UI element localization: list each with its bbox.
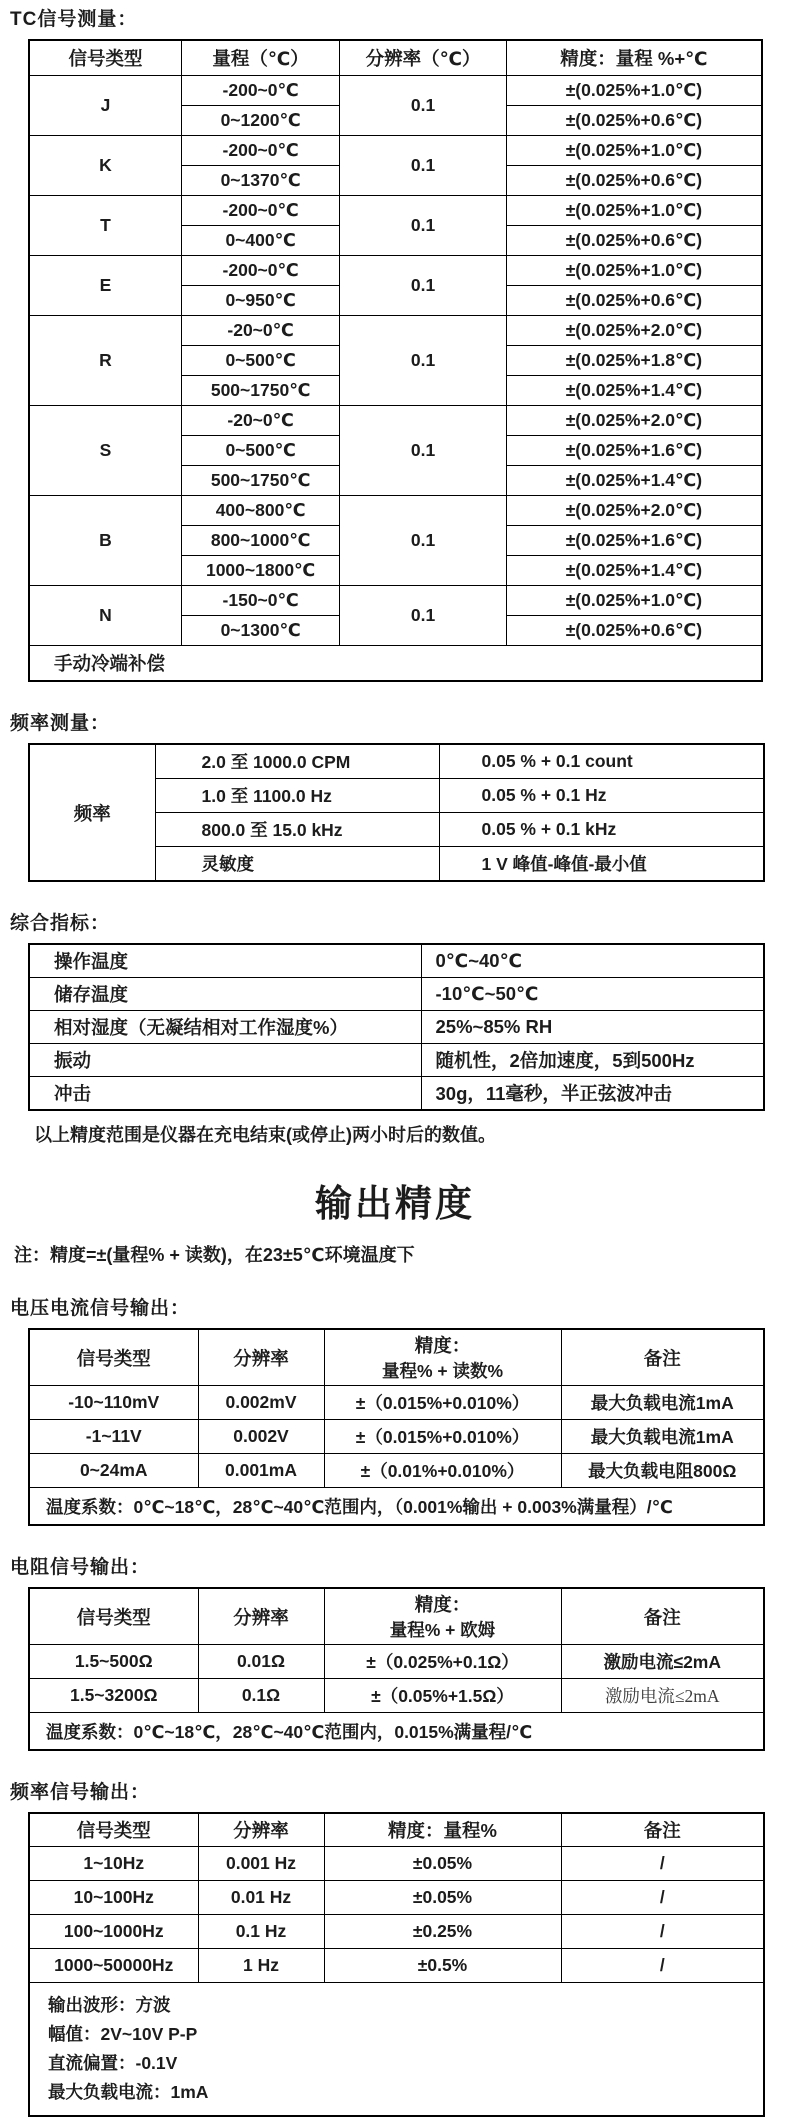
resistance-cell-1: 0.1Ω [198,1679,324,1713]
tc-accuracy: ±(0.025%+0.6℃) [506,106,762,136]
voltage-current-header-1: 分辨率 [198,1329,324,1386]
general-spec-name: 操作温度 [29,944,421,978]
freq-measure-type: 频率 [29,744,155,881]
tc-signal-type: B [29,496,181,586]
freq-output-cell-1: 0.001 Hz [198,1847,324,1881]
tc-row-K-0 [29,136,762,166]
tc-signal-type: K [29,136,181,196]
voltage-current-header-2-line2: 量程% + 读数% [381,1361,504,1381]
freq-output-footer-line-2: 直流偏置：-0.1V [48,2053,178,2073]
tc-resolution: 0.1 [340,586,506,646]
freq-output-cell-0: 1000~50000Hz [29,1949,198,1983]
resistance-header-2-line1: 精度： [414,1594,471,1615]
tc-accuracy: ±(0.025%+1.6℃) [506,436,762,466]
freq-output-cell-3: / [561,1881,764,1915]
voltage-current-cell-0: -1~11V [29,1420,198,1454]
tc-resolution: 0.1 [340,496,506,586]
voltage-current-cell-2: ±（0.015%+0.010%） [324,1386,561,1420]
resistance-cell-2: ±（0.05%+1.5Ω） [324,1679,561,1713]
tc-header-1: 量程（℃） [181,40,339,76]
general-specs-label: 综合指标： [10,913,111,934]
tc-range: 1000~1800℃ [181,556,339,586]
tc-resolution: 0.1 [340,76,506,136]
tc-signal-type: R [29,316,181,406]
tc-signal-type: N [29,586,181,646]
general-spec-row-2 [29,1011,764,1044]
tc-accuracy: ±(0.025%+1.6℃) [506,526,762,556]
general-spec-value: 30g，11毫秒，半正弦波冲击 [421,1077,764,1111]
tc-accuracy: ±(0.025%+1.0℃) [506,196,762,226]
accuracy-note: 以上精度范围是仪器在充电结束(或停止)两小时后的数值。 [34,1125,496,1145]
general-spec-name: 储存温度 [29,978,421,1011]
tc-header-0: 信号类型 [29,40,181,76]
general-spec-value: 25%~85% RH [421,1011,764,1044]
resistance-header-2 [324,1588,561,1645]
tc-range: 0~1300℃ [181,616,339,646]
tc-range: -150~0℃ [181,586,339,616]
resistance-header-2-line2: 量程% + 欧姆 [389,1620,496,1640]
voltage-current-cell-1: 0.002mV [198,1386,324,1420]
resistance-output-table [28,1587,765,1751]
output-accuracy-title: 输出精度 [315,1183,475,1224]
tc-accuracy: ±(0.025%+1.4℃) [506,466,762,496]
resistance-cell-3: 激励电流≤2mA [561,1679,764,1713]
resistance-label: 电阻信号输出： [10,1557,151,1578]
freq-output-cell-0: 10~100Hz [29,1881,198,1915]
freq-output-label: 频率信号输出： [10,1782,151,1803]
tc-row-J-0 [29,76,762,106]
voltage-current-header-3: 备注 [561,1329,764,1386]
voltage-current-label: 电压电流信号输出： [10,1298,191,1319]
tc-range: -200~0℃ [181,136,339,166]
freq-output-cell-2: ±0.05% [324,1881,561,1915]
voltage-current-row-2 [29,1454,764,1488]
tc-accuracy: ±(0.025%+1.0℃) [506,76,762,106]
tc-range: 0~1370℃ [181,166,339,196]
resistance-cell-2: ±（0.025%+0.1Ω） [324,1645,561,1679]
voltage-current-header-2 [324,1329,561,1386]
tc-header-2: 分辨率（℃） [340,40,506,76]
tc-accuracy: ±(0.025%+0.6℃) [506,226,762,256]
resistance-header-3: 备注 [561,1588,764,1645]
tc-accuracy: ±(0.025%+0.6℃) [506,166,762,196]
voltage-current-output-table [28,1328,765,1526]
tc-range: 0~500℃ [181,346,339,376]
tc-resolution: 0.1 [340,256,506,316]
general-spec-value: -10℃~50℃ [421,978,764,1011]
freq-measure-accuracy: 0.05 % + 0.1 kHz [439,813,764,847]
frequency-measurement-table [28,743,765,882]
freq-output-cell-2: ±0.5% [324,1949,561,1983]
tc-range: 500~1750℃ [181,466,339,496]
freq-output-footer [29,1983,764,2117]
freq-measure-range: 2.0 至 1000.0 CPM [155,744,439,779]
tc-signal-type: E [29,256,181,316]
output-accuracy-note: 注：精度=±(量程% + 读数)，在23±5℃环境温度下 [14,1245,415,1265]
tc-resolution: 0.1 [340,136,506,196]
freq-output-cell-0: 100~1000Hz [29,1915,198,1949]
freq-output-row-1 [29,1881,764,1915]
freq-output-cell-1: 0.1 Hz [198,1915,324,1949]
voltage-current-header-2-line1: 精度： [414,1335,471,1356]
tc-accuracy: ±(0.025%+1.0℃) [506,256,762,286]
tc-resolution: 0.1 [340,406,506,496]
tc-range: 400~800℃ [181,496,339,526]
general-spec-value: 0℃~40℃ [421,944,764,978]
voltage-current-cell-0: -10~110mV [29,1386,198,1420]
freq-output-cell-2: ±0.25% [324,1915,561,1949]
freq-output-header-2: 精度：量程% [324,1813,561,1847]
tc-row-B-0 [29,496,762,526]
freq-output-footer-line-1: 幅值：2V~10V P-P [48,2024,198,2044]
freq-output-footer-line-3: 最大负载电流：1mA [48,2082,209,2102]
tc-section-label: TC信号测量： [10,9,138,30]
resistance-cell-0: 1.5~3200Ω [29,1679,198,1713]
tc-accuracy: ±(0.025%+0.6℃) [506,616,762,646]
freq-output-cell-3: / [561,1915,764,1949]
tc-accuracy: ±(0.025%+2.0℃) [506,316,762,346]
general-spec-name: 振动 [29,1044,421,1077]
tc-footer-manual-cjc: 手动冷端补偿 [29,646,762,682]
tc-accuracy: ±(0.025%+1.8℃) [506,346,762,376]
voltage-current-cell-2: ±（0.015%+0.010%） [324,1420,561,1454]
resistance-row-0 [29,1645,764,1679]
tc-row-R-0 [29,316,762,346]
voltage-current-cell-0: 0~24mA [29,1454,198,1488]
tc-range: -200~0℃ [181,196,339,226]
freq-output-row-3 [29,1949,764,1983]
resistance-cell-0: 1.5~500Ω [29,1645,198,1679]
voltage-current-row-1 [29,1420,764,1454]
freq-output-row-0 [29,1847,764,1881]
general-spec-name: 相对湿度（无凝结相对工作湿度%） [29,1011,421,1044]
freq-measure-range: 800.0 至 15.0 kHz [155,813,439,847]
tc-range: 0~500℃ [181,436,339,466]
tc-accuracy: ±(0.025%+2.0℃) [506,496,762,526]
resistance-cell-1: 0.01Ω [198,1645,324,1679]
tc-range: 0~400℃ [181,226,339,256]
freq-output-row-2 [29,1915,764,1949]
tc-signal-type: T [29,196,181,256]
freq-measure-accuracy: 1 V 峰值-峰值-最小值 [439,847,764,882]
voltage-current-cell-1: 0.002V [198,1420,324,1454]
resistance-row-1 [29,1679,764,1713]
tc-accuracy: ±(0.025%+2.0℃) [506,406,762,436]
tc-range: -200~0℃ [181,76,339,106]
freq-output-cell-0: 1~10Hz [29,1847,198,1881]
freq-measure-row-0 [29,744,764,779]
general-spec-row-4 [29,1077,764,1111]
freq-output-cell-2: ±0.05% [324,1847,561,1881]
tc-resolution: 0.1 [340,196,506,256]
freq-output-cell-3: / [561,1949,764,1983]
tc-range: 800~1000℃ [181,526,339,556]
tc-range: 0~950℃ [181,286,339,316]
frequency-output-table [28,1812,765,2117]
tc-range: -200~0℃ [181,256,339,286]
tc-row-E-0 [29,256,762,286]
tc-range: -20~0℃ [181,406,339,436]
resistance-cell-3: 激励电流≤2mA [561,1645,764,1679]
voltage-current-cell-2: ±（0.01%+0.010%） [324,1454,561,1488]
voltage-current-cell-3: 最大负载电流1mA [561,1386,764,1420]
tc-accuracy: ±(0.025%+1.0℃) [506,586,762,616]
tc-accuracy: ±(0.025%+1.4℃) [506,556,762,586]
general-spec-value: 随机性，2倍加速度，5到500Hz [421,1044,764,1077]
general-spec-row-0 [29,944,764,978]
tc-range: 500~1750℃ [181,376,339,406]
voltage-current-cell-3: 最大负载电流1mA [561,1420,764,1454]
tc-measurement-table [28,39,763,682]
tc-row-T-0 [29,196,762,226]
voltage-current-row-0 [29,1386,764,1420]
freq-measure-accuracy: 0.05 % + 0.1 count [439,744,764,779]
tc-signal-type: S [29,406,181,496]
freq-measure-label: 频率测量： [10,713,111,734]
resistance-footer: 温度系数：0℃~18℃，28℃~40℃范围内，0.015%满量程/℃ [29,1713,764,1751]
freq-measure-accuracy: 0.05 % + 0.1 Hz [439,779,764,813]
freq-output-cell-1: 0.01 Hz [198,1881,324,1915]
tc-accuracy: ±(0.025%+1.4℃) [506,376,762,406]
tc-header-3: 精度：量程 %+℃ [506,40,762,76]
freq-output-cell-3: / [561,1847,764,1881]
freq-output-header-0: 信号类型 [29,1813,198,1847]
general-spec-row-3 [29,1044,764,1077]
tc-range: -20~0℃ [181,316,339,346]
general-spec-name: 冲击 [29,1077,421,1111]
resistance-header-1: 分辨率 [198,1588,324,1645]
freq-measure-range: 1.0 至 1100.0 Hz [155,779,439,813]
freq-output-footer-line-0: 输出波形：方波 [48,1995,171,2015]
tc-resolution: 0.1 [340,316,506,406]
tc-row-N-0 [29,586,762,616]
tc-accuracy: ±(0.025%+0.6℃) [506,286,762,316]
voltage-current-footer: 温度系数：0℃~18℃，28℃~40℃范围内，（0.001%输出 + 0.003%满量程）/℃ [29,1488,764,1526]
voltage-current-cell-3: 最大负载电阻800Ω [561,1454,764,1488]
general-specs-table [28,943,765,1111]
freq-output-header-3: 备注 [561,1813,764,1847]
freq-measure-range: 灵敏度 [155,847,439,882]
resistance-header-0: 信号类型 [29,1588,198,1645]
tc-signal-type: J [29,76,181,136]
freq-output-header-1: 分辨率 [198,1813,324,1847]
tc-accuracy: ±(0.025%+1.0℃) [506,136,762,166]
voltage-current-header-0: 信号类型 [29,1329,198,1386]
tc-range: 0~1200℃ [181,106,339,136]
voltage-current-cell-1: 0.001mA [198,1454,324,1488]
tc-row-S-0 [29,406,762,436]
freq-output-cell-1: 1 Hz [198,1949,324,1983]
general-spec-row-1 [29,978,764,1011]
